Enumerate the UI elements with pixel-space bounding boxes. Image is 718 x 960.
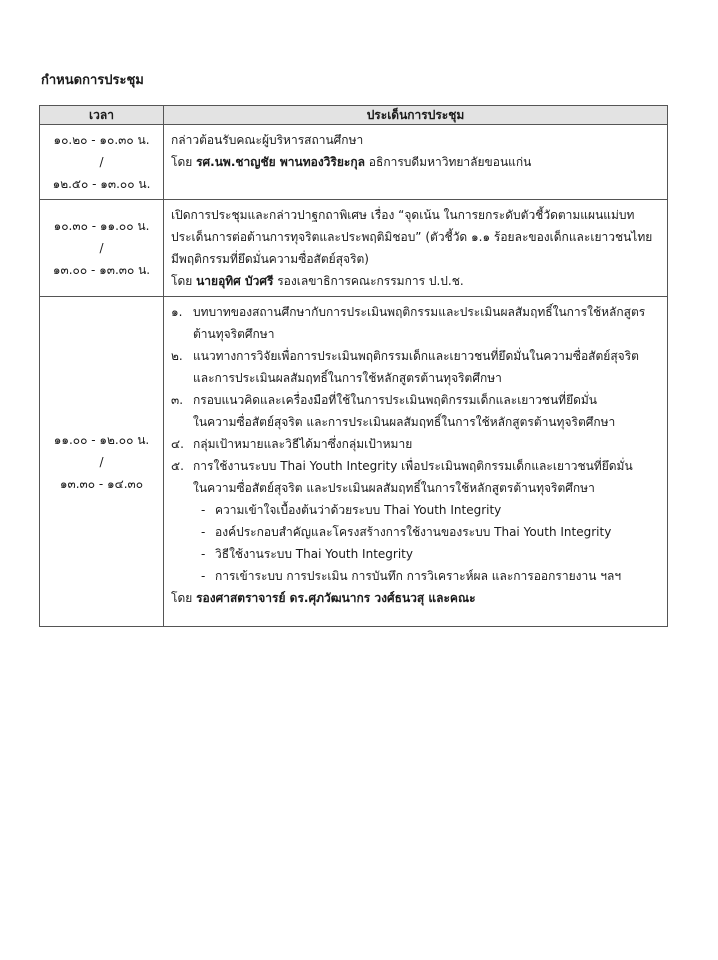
header-topic: ประเด็นการประชุม [164, 106, 668, 125]
sub-bullet: - [201, 547, 206, 561]
item-continuation: ในความซื่อสัตย์สุจริต และประเมินผลสัมฤทธิ์ในการใช้หลักสูตรต้านทุจริตศึกษา [193, 481, 595, 495]
time-cell [40, 200, 164, 297]
item-text: กรอบแนวคิดและเครื่องมือที่ใช้ในการประเมินพฤติกรรมเด็กและเยาวชนที่ยึดมั่น [193, 393, 598, 407]
sub-item-text: การเข้าระบบ การประเมิน การบันทึก การวิเคราะห์ผล และการออกรายงาน ฯลฯ [215, 569, 622, 583]
speaker-name: นายอุทิศ บัวศรี [196, 274, 274, 288]
table-row [40, 200, 668, 297]
sub-bullet: - [201, 503, 206, 517]
topic-line: กล่าวต้อนรับคณะผู้บริหารสถานศึกษา [171, 133, 364, 147]
speaker-line [171, 587, 659, 609]
item-number: ๕. [171, 459, 184, 473]
speaker-role: รองเลขาธิการคณะกรรมการ ป.ป.ช. [273, 274, 464, 288]
by-prefix: โดย [171, 155, 197, 169]
sub-item [171, 565, 659, 587]
by-prefix: โดย [171, 274, 197, 288]
item-number: ๓. [171, 393, 184, 407]
topic-cell [164, 200, 668, 297]
speaker-role: อธิการบดีมหาวิทยาลัยขอนแก่น [364, 155, 532, 169]
topic-line: เปิดการประชุมและกล่าวปาฐกถาพิเศษ เรื่อง “จุดเน้น ในการยกระดับตัวชี้วัดตามแผนแม่บท [171, 208, 635, 222]
sub-item [171, 521, 659, 543]
item-text: แนวทางการวิจัยเพื่อการประเมินพฤติกรรมเด็กและเยาวชนที่ยึดมั่นในความซื่อสัตย์สุจริต [193, 349, 639, 363]
topic-line: มีพฤติกรรมที่ยึดมั่นความซื่อสัตย์สุจริต) [171, 252, 369, 266]
item-text: กลุ่มเป้าหมายและวิธีได้มาซึ่งกลุ่มเป้าหมาย [193, 437, 413, 451]
header-time: เวลา [40, 106, 164, 125]
time-cell [40, 297, 164, 627]
time-start: ๑๐.๓๐ - ๑๑.๐๐ น. [53, 219, 150, 233]
topic-cell [164, 297, 668, 627]
time-cell [40, 125, 164, 200]
sub-bullet: - [201, 525, 206, 539]
time-separator: / [99, 454, 104, 469]
item-number: ๔. [171, 437, 184, 451]
speaker-name: รศ.นพ.ชาญชัย พานทองวิริยะกุล [196, 155, 365, 169]
sub-item [171, 499, 659, 521]
item-continuation: ในความซื่อสัตย์สุจริต และการประเมินผลสัมฤทธิ์ในการใช้หลักสูตรต้านทุจริตศึกษา [193, 415, 616, 429]
time-start: ๑๐.๒๐ - ๑๐.๓๐ น. [53, 133, 150, 147]
topic-cell [164, 125, 668, 200]
page-title: กำหนดการประชุม [41, 73, 144, 88]
agenda-item [171, 389, 659, 411]
item-text: บทบาทของสถานศึกษากับการประเมินพฤติกรรมและประเมินผลสัมฤทธิ์ในการใช้หลักสูตร [193, 305, 646, 319]
agenda-item [171, 455, 659, 477]
sub-item-text: วิธีใช้งานระบบ Thai Youth Integrity [215, 547, 413, 561]
table-row [40, 297, 668, 627]
meeting-schedule-table [39, 105, 668, 627]
item-text: การใช้งานระบบ Thai Youth Integrity เพื่อประเมินพฤติกรรมเด็กและเยาวชนที่ยึดมั่น [193, 459, 633, 473]
topic-line: ประเด็นการต่อต้านการทุจริตและประพฤติมิชอบ” (ตัวชี้วัด ๑.๑ ร้อยละของเด็กและเยาวชนไทย [171, 230, 653, 244]
item-continuation: ต้านทุจริตศึกษา [193, 327, 275, 341]
item-continuation: และการประเมินผลสัมฤทธิ์ในการใช้หลักสูตรต้านทุจริตศึกษา [193, 371, 502, 385]
time-end: ๑๒.๕๐ - ๑๓.๐๐ น. [52, 177, 151, 191]
table-header-row [40, 106, 668, 125]
sub-bullet: - [201, 569, 206, 583]
agenda-item [171, 301, 659, 323]
sub-item-text: ความเข้าใจเบื้องต้นว่าด้วยระบบ Thai Youth Integrity [215, 503, 502, 517]
time-end: ๑๓.๐๐ - ๑๓.๓๐ น. [52, 263, 151, 277]
speaker-line [171, 270, 659, 292]
agenda-item [171, 345, 659, 367]
table-row [40, 125, 668, 200]
time-separator: / [99, 241, 104, 255]
item-number: ๒. [171, 349, 183, 363]
sub-item-text: องค์ประกอบสำคัญและโครงสร้างการใช้งานของระบบ Thai Youth Integrity [215, 525, 612, 539]
time-start: ๑๑.๐๐ - ๑๒.๐๐ น. [53, 432, 150, 447]
time-separator: / [99, 155, 104, 169]
speaker-line [171, 151, 659, 173]
time-end: ๑๓.๓๐ - ๑๔.๓๐ [59, 476, 144, 491]
by-prefix: โดย [171, 591, 197, 605]
item-number: ๑. [171, 305, 183, 319]
sub-item [171, 543, 659, 565]
agenda-item [171, 433, 659, 455]
speaker-name: รองศาสตราจารย์ ดร.ศุภวัฒนากร วงศ์ธนวสุ และคณะ [196, 591, 476, 605]
